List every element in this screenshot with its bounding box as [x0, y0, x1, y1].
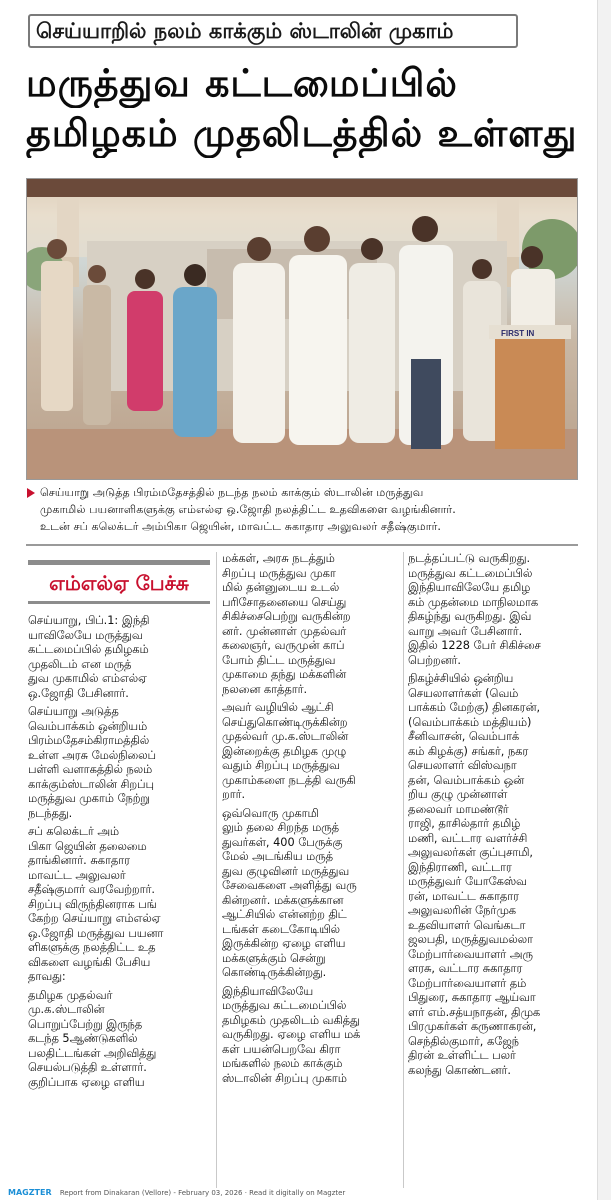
article-line: கள் பயன்பெறவே கிரா [222, 1042, 341, 1056]
article-line: தாவது: [28, 970, 66, 983]
article-paragraph [28, 825, 214, 985]
article-line: லும் தலை சிறந்த மருத் [222, 821, 339, 834]
article-line: துவ குழுவினர் மருத்துவ [222, 864, 350, 878]
article-line: மருத்துவ கட்டமைப்பில் [408, 566, 533, 580]
article-line: மணி, வட்டார வளர்ச்சி [408, 831, 528, 845]
article-line: மில் தன்னுடைய உடல் [222, 581, 340, 594]
article-line: பரிசோதனையை செய்து [222, 595, 347, 609]
article-line: இந்திராணி, வட்டார [408, 860, 512, 874]
article-line: ஒவ்வொரு முகாமி [222, 806, 319, 820]
footer-credit [0, 1186, 611, 1200]
article-line: காக்கும்ஸ்டாலின் சிறப்பு [28, 777, 154, 791]
article-line: அலுவலரின் நேர்முக [408, 904, 516, 917]
article-line: திகழ்ந்து வருகிறது. இவ் [408, 610, 532, 623]
article-line: பள்ளி வளாகத்தில் நலம் [28, 763, 153, 776]
article-paragraph [408, 552, 584, 668]
article-line: திரன் உள்ளிட்ட பலர் [408, 1049, 516, 1062]
article-line: பிகா ஜெயின் தலைமை [28, 839, 147, 853]
article-line: ளரசு, வட்டார சுகாதார [408, 962, 523, 975]
article-line: ஆட்சியில் என்னற்ற திட் [222, 908, 347, 921]
article-line: இருக்கின்ற ஏழை எளிய [222, 937, 346, 950]
article-line: மேற்பார்வையாளர் அரு [408, 947, 533, 961]
article-column-3 [408, 552, 584, 1082]
article-line: முதல்வர் மு.க.ஸ்டாலின் [222, 730, 349, 743]
article-line: (வெம்பாக்கம் மத்தியம்) [408, 715, 532, 729]
article-line: முதலிடம் என மருத் [28, 657, 132, 671]
article-line: சிகிச்சைபெற்று வருகின்ற [222, 610, 351, 623]
photo-caption [26, 484, 578, 536]
article-line: மருத்துவ கட்டமைப்பில் [222, 999, 347, 1012]
article-line: உதவியாளர் வெங்கடா [408, 918, 526, 932]
article-line: நிகழ்ச்சியில் ஒன்றிய [408, 672, 514, 685]
podium-banner-text: FIRST IN [501, 329, 535, 338]
article-line: ரன், மாவட்ட சுகாதார [408, 889, 519, 903]
article-line: இதில் 1228 பேர் சிகிச்சை [408, 639, 541, 652]
article-line: னர். முன்னாள் முதல்வர் [222, 624, 347, 638]
article-line: செய்யாறு, பிப்.1: இந்தி [28, 614, 150, 627]
article-line: பிதுரை, சுகாதார ஆய்வா [408, 991, 536, 1004]
page-edge [597, 0, 611, 1200]
caption-line: முகாமில் பயனாளிகளுக்கு எம்எல்ஏ ஒ.ஜோதி நலத்திட்ட உதவிகளை வழங்கினார். [40, 503, 456, 516]
article-line: போம் திட்ட மருத்துவ [222, 653, 336, 667]
article-line: நலனை காத்தார். [222, 682, 308, 696]
article-line: அலுவலர்கள் குப்புசாமி, [408, 846, 533, 859]
article-paragraph [28, 614, 214, 701]
magzter-logo: MAGZTER [8, 1188, 52, 1197]
article-line: பொறுப்பேற்று இருந்த [28, 1017, 143, 1031]
article-line: ஒ.ஜோதி பேசினார். [28, 686, 129, 700]
article-line: செயலாளர்கள் (வெம் [408, 686, 519, 700]
article-paragraph [408, 672, 584, 1078]
article-line: றிய குழு முன்னாள் [408, 788, 508, 801]
article-line: நடந்தது. [28, 806, 73, 820]
article-line: மக்களுக்கும் சென்று [222, 951, 326, 965]
article-line: றார். [222, 788, 246, 801]
article-line: சிறப்பு விருந்தினராக பங் [28, 897, 157, 911]
article-line: தமிழக முதல்வர் [28, 988, 113, 1002]
kicker-heading: செய்யாறில் நலம் காக்கும் ஸ்டாலின் முகாம் [28, 14, 518, 48]
article-line: வருகிறது. ஏழை எளிய மக் [222, 1028, 361, 1041]
article-line: இந்தியாவிலேயே [222, 984, 314, 998]
article-line: பிரமுகர்கள் கருணாகரன், [408, 1020, 537, 1033]
article-line: டங்கள் கடைகோடியில் [222, 922, 340, 936]
article-line: தாங்கினார். சுகாதார [28, 854, 130, 867]
subheading-badge: எம்எல்ஏ பேச்சு [28, 560, 210, 604]
article-column-1 [28, 614, 214, 1094]
article-line: கம் முதன்மை மாநிலமாக [408, 595, 539, 609]
article-paragraph [222, 552, 400, 697]
article-line: இந்தியாவிலேயே தமிழ [408, 581, 531, 594]
article-line: துவ முகாமில் எம்எல்ஏ [28, 672, 147, 685]
caption-bullet-icon [27, 488, 35, 498]
article-line: செய்யாறு அடுத்த [28, 705, 119, 718]
article-line: வெம்பாக்கம் ஒன்றியம் [28, 719, 148, 733]
article-line: சீனிவாசன், வெம்பாக் [408, 730, 520, 743]
headline-line-2: தமிழகம் முதலிடத்தில் உள்ளது [26, 111, 578, 155]
article-line: பலதிட்டங்கள் அறிவித்து [28, 1046, 157, 1060]
article-column-2 [222, 552, 400, 1090]
article-line: சதீஷ்குமார் வரவேற்றார். [28, 883, 155, 896]
article-paragraph [222, 807, 400, 981]
article-line: பெற்றனர். [408, 653, 462, 667]
article-line: ளர் எம்.சத்யநாதன், திமுக [408, 1005, 541, 1019]
article-line: செந்தில்குமார், கஜேந் [408, 1034, 519, 1048]
article-line: கடந்த 5ஆண்டுகளில் [28, 1032, 138, 1045]
article-line: முகாம்களை நடத்தி வருகி [222, 773, 356, 787]
article-paragraph [28, 705, 214, 821]
article-line: சிறப்பு மருத்துவ முகா [222, 566, 336, 580]
article-line: மு.க.ஸ்டாலின் [28, 1003, 105, 1016]
article-line: மங்களில் நலம் காக்கும் [222, 1057, 343, 1070]
article-line: பிரம்மதேசம்கிராமத்தில் [28, 734, 150, 747]
article-line: தமிழகம் முதலிடம் வகித்து [222, 1013, 360, 1027]
column-separator [216, 552, 217, 1188]
headline-line-1: மருத்துவ கட்டமைப்பில் [26, 61, 458, 105]
article-line: கலந்து கொண்டனர். [408, 1063, 511, 1077]
article-line: ளிகளுக்கு நலத்திட்ட உத [28, 941, 156, 954]
article-line: கட்டமைப்பில் தமிழகம் [28, 643, 149, 656]
article-line: செயலாளர் விஸ்வநா [408, 759, 517, 772]
caption-line: உடன் சப் கலெக்டர் அம்பிகா ஜெயின், மாவட்ட சுகாதார அலுவலர் சதீஷ்குமார். [40, 520, 441, 533]
article-line: நடத்தப்பட்டு வருகிறது. [408, 552, 531, 565]
article-line: விகளை வழங்கி பேசிய [28, 955, 151, 969]
article-line: தன், வெம்பாக்கம் ஒன் [408, 773, 525, 787]
article-line: ராஜி, தாசில்தார் தமிழ் [408, 817, 521, 830]
article-line: கொண்டிருக்கின்றது. [222, 966, 327, 979]
article-line: மருத்துவர் யோகேஸ்வ [408, 875, 527, 888]
article-line: இன்றைக்கு தமிழக முழு [222, 744, 347, 758]
section-divider [26, 544, 578, 546]
article-paragraph [28, 989, 214, 1091]
article-line: செய்துகொண்டிருக்கின்ற [222, 715, 348, 729]
headline [26, 58, 586, 158]
article-line: சப் கலெக்டர் அம் [28, 825, 120, 838]
article-line: பாக்கம் மேற்கு) தினகரன், [408, 701, 541, 714]
article-line: யாவிலேயே மருத்துவ [28, 628, 143, 642]
article-line: ஒ.ஜோதி மருத்துவ பயனா [28, 926, 164, 940]
article-line: கம் கிழக்கு) சங்கர், நகர [408, 744, 529, 758]
column-separator [403, 552, 404, 1188]
article-line: மக்கள், அரசு நடத்தும் [222, 552, 335, 565]
article-line: உள்ள அரசு மேல்நிலைப் [28, 748, 156, 762]
article-line: கலைஞர், வருமுன் காப் [222, 639, 345, 652]
article-line: குறிப்பாக ஏழை எளிய [28, 1075, 145, 1089]
article-line: முகாமை தந்து மக்களின் [222, 668, 347, 681]
caption-line: செய்யாறு அடுத்த பிரம்மதேசத்தில் நடந்த நலம் காக்கும் ஸ்டாலின் மருத்துவ [40, 486, 424, 499]
article-line: அவர் வழியில் ஆட்சி [222, 701, 334, 714]
article-line: வாறு அவர் பேசினார். [408, 624, 523, 638]
article-line: செயல்படுத்தி உள்ளார். [28, 1061, 147, 1074]
article-line: ஸ்டாலின் சிறப்பு முகாம் [222, 1071, 347, 1085]
article-line: துவர்கள், 400 பேருக்கு [222, 835, 343, 849]
article-line: கேற்ற செய்யாறு எம்எல்ஏ [28, 912, 161, 925]
article-line: கின்றனர். மக்களுக்கான [222, 893, 344, 907]
news-photo [26, 178, 578, 480]
article-line: மாவட்ட அலுவலர் [28, 868, 126, 882]
footer-note: Report from Dinakaran (Vellore) - February 03, 2026 · Read it digitally on Magzter [59, 1189, 346, 1197]
article-line: ஜலபதி, மருத்துவமல்லா [408, 933, 533, 946]
article-line: வதும் சிறப்பு மருத்துவ [222, 759, 340, 772]
article-line: தலைவர் மாமண்டூர் [408, 802, 509, 816]
article-paragraph [222, 701, 400, 803]
article-line: மேல் அடங்கிய மருத் [222, 850, 333, 863]
article-paragraph [222, 985, 400, 1087]
article-line: மேற்பார்வையாளர் தம் [408, 976, 527, 990]
article-line: மருத்துவ முகாம் நேற்று [28, 792, 150, 805]
photo-illustration [27, 179, 578, 480]
article-line: சேவைகளை அளித்து வரு [222, 879, 357, 892]
